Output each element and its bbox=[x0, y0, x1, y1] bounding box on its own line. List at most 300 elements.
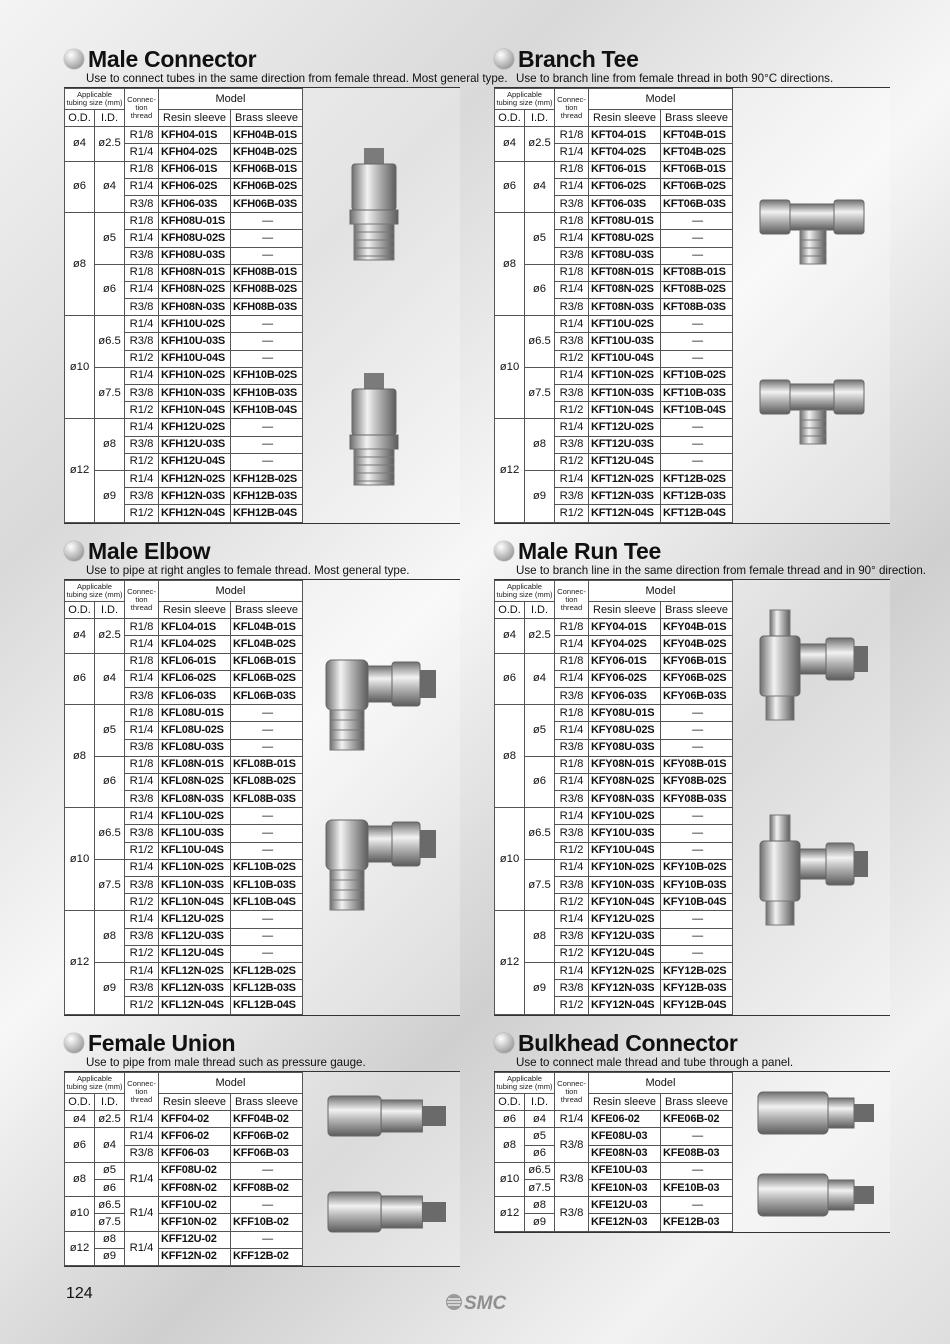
brass-model-cell: KFY04B-02S bbox=[661, 636, 733, 653]
header-resin-sleeve: Resin sleeve bbox=[589, 602, 661, 619]
brass-model-cell: — bbox=[661, 213, 733, 230]
resin-model-cell: KFY08U-03S bbox=[589, 739, 661, 756]
resin-model-cell: KFY08U-02S bbox=[589, 722, 661, 739]
brass-model-cell: KFH12B-03S bbox=[231, 488, 303, 505]
brass-model-cell: KFH10B-03S bbox=[231, 385, 303, 402]
header-conn1: Connec- bbox=[127, 94, 156, 104]
resin-model-cell: KFH08N-02S bbox=[159, 281, 231, 298]
brass-model-cell: KFT10B-02S bbox=[661, 367, 733, 384]
brass-model-cell: — bbox=[661, 316, 733, 333]
thread-cell: R1/8 bbox=[125, 653, 159, 670]
thread-cell: R1/4 bbox=[125, 859, 159, 876]
table-row bbox=[65, 419, 303, 436]
brass-model-cell: KFY08B-01S bbox=[661, 756, 733, 773]
od-cell: ø4 bbox=[495, 619, 525, 653]
resin-model-cell: KFL10N-02S bbox=[159, 859, 231, 876]
resin-model-cell: KFE10N-03 bbox=[589, 1179, 661, 1196]
resin-model-cell: KFY12U-03S bbox=[589, 928, 661, 945]
thread-cell: R3/8 bbox=[555, 739, 589, 756]
od-cell: ø12 bbox=[495, 419, 525, 522]
resin-model-cell: KFT08U-03S bbox=[589, 247, 661, 264]
resin-model-cell: KFL10U-03S bbox=[159, 825, 231, 842]
table-row bbox=[65, 756, 303, 773]
brass-model-cell: — bbox=[231, 350, 303, 367]
resin-model-cell: KFL04-01S bbox=[159, 619, 231, 636]
od-cell: ø10 bbox=[65, 1197, 95, 1231]
table-row bbox=[65, 127, 303, 144]
resin-model-cell: KFT10U-04S bbox=[589, 350, 661, 367]
header-connection-thread bbox=[125, 1073, 159, 1111]
resin-model-cell: KFY12U-04S bbox=[589, 945, 661, 962]
thread-cell: R1/4 bbox=[555, 636, 589, 653]
brass-model-cell: KFH10B-02S bbox=[231, 367, 303, 384]
thread-cell: R1/8 bbox=[125, 619, 159, 636]
od-cell: ø6 bbox=[65, 1128, 95, 1162]
table-row bbox=[65, 859, 303, 876]
resin-model-cell: KFT06-01S bbox=[589, 161, 661, 178]
header-applicable-tubing bbox=[65, 1073, 125, 1094]
resin-model-cell: KFH12U-03S bbox=[159, 436, 231, 453]
table-row bbox=[495, 1128, 733, 1145]
brass-model-cell: KFH06B-01S bbox=[231, 161, 303, 178]
brass-model-cell: — bbox=[661, 1197, 733, 1214]
thread-cell: R1/8 bbox=[125, 756, 159, 773]
thread-cell: R1/8 bbox=[555, 127, 589, 144]
header-tubing-line1: Applicable bbox=[76, 582, 113, 591]
id-cell: ø7.5 bbox=[525, 1179, 555, 1196]
id-cell: ø9 bbox=[525, 1214, 555, 1231]
table-row bbox=[65, 1128, 303, 1145]
id-cell: ø9 bbox=[95, 962, 125, 1014]
header-resin-sleeve: Resin sleeve bbox=[159, 110, 231, 127]
thread-cell: R3/8 bbox=[125, 980, 159, 997]
table-row bbox=[65, 1111, 303, 1128]
model-table-wrap bbox=[64, 87, 460, 524]
bullet-icon bbox=[494, 541, 514, 561]
header-od: O.D. bbox=[65, 602, 95, 619]
id-cell: ø9 bbox=[95, 1248, 125, 1265]
resin-model-cell: KFH10U-04S bbox=[159, 350, 231, 367]
section-title: Male Run Tee bbox=[518, 537, 661, 564]
header-tubing-line1: Applicable bbox=[76, 90, 113, 99]
resin-model-cell: KFT08U-02S bbox=[589, 230, 661, 247]
id-cell: ø2.5 bbox=[525, 619, 555, 653]
brass-model-cell: — bbox=[661, 453, 733, 470]
thread-cell: R1/4 bbox=[125, 316, 159, 333]
section-bulkhead-connector bbox=[494, 1028, 890, 1233]
table-row bbox=[495, 756, 733, 773]
brass-model-cell: KFL06B-02S bbox=[231, 670, 303, 687]
thread-cell: R1/2 bbox=[555, 945, 589, 962]
thread-cell: R3/8 bbox=[555, 247, 589, 264]
resin-model-cell: KFT08N-03S bbox=[589, 299, 661, 316]
brass-model-cell: KFH12B-04S bbox=[231, 505, 303, 522]
brass-model-cell: KFH08B-01S bbox=[231, 264, 303, 281]
resin-model-cell: KFH08N-03S bbox=[159, 299, 231, 316]
brass-model-cell: KFT04B-02S bbox=[661, 144, 733, 161]
brass-model-cell: KFT08B-01S bbox=[661, 264, 733, 281]
model-table-wrap bbox=[64, 1071, 460, 1267]
brass-model-cell: KFH08B-03S bbox=[231, 299, 303, 316]
thread-cell: R1/4 bbox=[555, 281, 589, 298]
resin-model-cell: KFL08N-02S bbox=[159, 773, 231, 790]
brass-model-cell: KFL06B-01S bbox=[231, 653, 303, 670]
resin-model-cell: KFE08N-03 bbox=[589, 1145, 661, 1162]
header-id: I.D. bbox=[95, 1094, 125, 1111]
thread-cell: R3/8 bbox=[555, 825, 589, 842]
thread-cell: R3/8 bbox=[555, 791, 589, 808]
thread-cell: R3/8 bbox=[125, 247, 159, 264]
brass-model-cell: — bbox=[231, 808, 303, 825]
thread-cell: R3/8 bbox=[125, 299, 159, 316]
id-cell: ø6 bbox=[95, 756, 125, 808]
header-conn3: thread bbox=[130, 602, 153, 612]
brass-model-cell: KFL04B-02S bbox=[231, 636, 303, 653]
id-cell: ø7.5 bbox=[95, 859, 125, 911]
id-cell: ø2.5 bbox=[95, 127, 125, 161]
brass-model-cell: KFH06B-03S bbox=[231, 195, 303, 212]
table-row bbox=[65, 619, 303, 636]
resin-model-cell: KFL06-02S bbox=[159, 670, 231, 687]
resin-model-cell: KFT12N-03S bbox=[589, 488, 661, 505]
resin-model-cell: KFH10U-02S bbox=[159, 316, 231, 333]
header-od: O.D. bbox=[495, 1094, 525, 1111]
union-fitting-image bbox=[306, 1072, 460, 1263]
resin-model-cell: KFY06-02S bbox=[589, 670, 661, 687]
section-title-row bbox=[64, 536, 460, 566]
header-conn3: thread bbox=[560, 1094, 583, 1104]
brass-model-cell: — bbox=[661, 1162, 733, 1179]
section-description: Use to pipe from male thread such as pressure gauge. bbox=[86, 1056, 366, 1069]
id-cell: ø6.5 bbox=[95, 808, 125, 860]
id-cell: ø4 bbox=[95, 653, 125, 705]
table-row bbox=[495, 127, 733, 144]
resin-model-cell: KFY04-01S bbox=[589, 619, 661, 636]
resin-model-cell: KFL10N-04S bbox=[159, 894, 231, 911]
thread-cell: R3/8 bbox=[125, 825, 159, 842]
brass-model-cell: KFY12B-02S bbox=[661, 962, 733, 979]
thread-cell: R1/4 bbox=[555, 1111, 589, 1128]
thread-cell: R1/4 bbox=[555, 367, 589, 384]
thread-cell: R1/2 bbox=[555, 505, 589, 522]
table-row bbox=[495, 911, 733, 928]
product-illustration bbox=[306, 580, 460, 1015]
brass-model-cell: KFH08B-02S bbox=[231, 281, 303, 298]
thread-cell: R1/4 bbox=[125, 230, 159, 247]
header-conn2: tion bbox=[565, 594, 578, 604]
brass-model-cell: — bbox=[231, 436, 303, 453]
bulkhead-fitting-image bbox=[736, 1072, 890, 1228]
header-conn3: thread bbox=[130, 1094, 153, 1104]
brass-model-cell: — bbox=[661, 436, 733, 453]
resin-model-cell: KFH12U-04S bbox=[159, 453, 231, 470]
section-description: Use to connect male thread and tube through a panel. bbox=[516, 1056, 794, 1069]
thread-cell: R1/4 bbox=[125, 281, 159, 298]
thread-cell: R1/4 bbox=[555, 178, 589, 195]
od-cell: ø10 bbox=[495, 1162, 525, 1196]
id-cell: ø5 bbox=[95, 1162, 125, 1179]
id-cell: ø6.5 bbox=[525, 808, 555, 860]
od-cell: ø4 bbox=[65, 127, 95, 161]
brass-model-cell: KFT10B-04S bbox=[661, 402, 733, 419]
table-row bbox=[495, 1111, 733, 1128]
brass-model-cell: — bbox=[231, 911, 303, 928]
thread-cell: R1/4 bbox=[125, 911, 159, 928]
resin-model-cell: KFF04-02 bbox=[159, 1111, 231, 1128]
resin-model-cell: KFE06-02 bbox=[589, 1111, 661, 1128]
section-branch-tee bbox=[494, 44, 890, 524]
section-description: Use to pipe at right angles to female thread. Most general type. bbox=[86, 564, 410, 577]
brass-model-cell: KFL08B-01S bbox=[231, 756, 303, 773]
brass-model-cell: KFF06B-02 bbox=[231, 1128, 303, 1145]
resin-model-cell: KFH10N-04S bbox=[159, 402, 231, 419]
brass-model-cell: — bbox=[231, 842, 303, 859]
od-cell: ø6 bbox=[495, 161, 525, 213]
resin-model-cell: KFH06-02S bbox=[159, 178, 231, 195]
id-cell: ø6.5 bbox=[95, 316, 125, 368]
brass-model-cell: KFY08B-03S bbox=[661, 791, 733, 808]
table-row bbox=[495, 1197, 733, 1214]
header-id: I.D. bbox=[525, 602, 555, 619]
id-cell: ø6 bbox=[95, 1179, 125, 1196]
bullet-icon bbox=[64, 1033, 84, 1053]
thread-cell: R3/8 bbox=[125, 333, 159, 350]
thread-cell: R3/8 bbox=[125, 791, 159, 808]
header-tubing-line2: tubing size (mm) bbox=[66, 590, 123, 599]
thread-cell: R3/8 bbox=[555, 1162, 589, 1196]
thread-cell: R1/4 bbox=[125, 470, 159, 487]
header-od: O.D. bbox=[495, 602, 525, 619]
id-cell: ø6.5 bbox=[525, 1162, 555, 1179]
id-cell: ø7.5 bbox=[95, 367, 125, 419]
od-cell: ø8 bbox=[65, 213, 95, 316]
thread-cell: R1/4 bbox=[555, 911, 589, 928]
header-resin-sleeve: Resin sleeve bbox=[159, 1094, 231, 1111]
runtee-fitting-image bbox=[736, 580, 890, 1012]
thread-cell: R1/4 bbox=[555, 230, 589, 247]
thread-cell: R3/8 bbox=[125, 436, 159, 453]
thread-cell: R1/4 bbox=[125, 962, 159, 979]
id-cell: ø8 bbox=[95, 419, 125, 471]
thread-cell: R1/2 bbox=[555, 350, 589, 367]
thread-cell: R1/4 bbox=[555, 859, 589, 876]
header-resin-sleeve: Resin sleeve bbox=[589, 110, 661, 127]
resin-model-cell: KFY08N-02S bbox=[589, 773, 661, 790]
brass-model-cell: — bbox=[231, 722, 303, 739]
header-model: Model bbox=[589, 581, 733, 602]
od-cell: ø8 bbox=[65, 1162, 95, 1196]
resin-model-cell: KFH06-01S bbox=[159, 161, 231, 178]
header-id: I.D. bbox=[525, 1094, 555, 1111]
id-cell: ø6 bbox=[525, 264, 555, 316]
header-applicable-tubing bbox=[65, 89, 125, 110]
thread-cell: R1/2 bbox=[555, 842, 589, 859]
od-cell: ø12 bbox=[65, 911, 95, 1014]
brass-model-cell: KFF06B-03 bbox=[231, 1145, 303, 1162]
table-row bbox=[65, 705, 303, 722]
product-illustration bbox=[306, 88, 460, 523]
section-title-row bbox=[64, 1028, 460, 1058]
brass-model-cell: — bbox=[661, 247, 733, 264]
resin-model-cell: KFE08U-03 bbox=[589, 1128, 661, 1145]
od-cell: ø8 bbox=[495, 213, 525, 316]
model-table bbox=[64, 580, 303, 1015]
header-brass-sleeve: Brass sleeve bbox=[231, 602, 303, 619]
page-number: 124 bbox=[66, 1285, 93, 1302]
table-row bbox=[65, 1231, 303, 1248]
resin-model-cell: KFL12N-04S bbox=[159, 997, 231, 1014]
od-cell: ø8 bbox=[65, 705, 95, 808]
section-title-row bbox=[494, 536, 890, 566]
brass-model-cell: KFL06B-03S bbox=[231, 687, 303, 704]
resin-model-cell: KFL10N-03S bbox=[159, 877, 231, 894]
resin-model-cell: KFY10N-02S bbox=[589, 859, 661, 876]
resin-model-cell: KFL12U-04S bbox=[159, 945, 231, 962]
brass-model-cell: — bbox=[231, 333, 303, 350]
thread-cell: R3/8 bbox=[555, 333, 589, 350]
brass-model-cell: KFT08B-03S bbox=[661, 299, 733, 316]
brass-model-cell: KFY12B-03S bbox=[661, 980, 733, 997]
resin-model-cell: KFT08U-01S bbox=[589, 213, 661, 230]
model-table bbox=[64, 1072, 303, 1266]
resin-model-cell: KFT08N-01S bbox=[589, 264, 661, 281]
brass-model-cell: KFF08B-02 bbox=[231, 1179, 303, 1196]
resin-model-cell: KFY12N-03S bbox=[589, 980, 661, 997]
resin-model-cell: KFY10N-03S bbox=[589, 877, 661, 894]
resin-model-cell: KFT10N-02S bbox=[589, 367, 661, 384]
header-connection-thread bbox=[125, 581, 159, 619]
brass-model-cell: KFT12B-03S bbox=[661, 488, 733, 505]
resin-model-cell: KFY10U-02S bbox=[589, 808, 661, 825]
resin-model-cell: KFT12N-02S bbox=[589, 470, 661, 487]
section-title: Male Connector bbox=[88, 45, 257, 72]
header-conn1: Connec- bbox=[557, 94, 586, 104]
header-tubing-line2: tubing size (mm) bbox=[66, 98, 123, 107]
resin-model-cell: KFL08N-03S bbox=[159, 791, 231, 808]
table-row bbox=[65, 1162, 303, 1179]
thread-cell: R1/4 bbox=[555, 316, 589, 333]
header-applicable-tubing bbox=[495, 581, 555, 602]
od-cell: ø6 bbox=[495, 653, 525, 705]
resin-model-cell: KFF12U-02 bbox=[159, 1231, 231, 1248]
brass-model-cell: KFL08B-02S bbox=[231, 773, 303, 790]
thread-cell: R1/4 bbox=[125, 722, 159, 739]
product-illustration bbox=[736, 88, 890, 523]
header-brass-sleeve: Brass sleeve bbox=[231, 1094, 303, 1111]
brass-model-cell: KFY08B-02S bbox=[661, 773, 733, 790]
resin-model-cell: KFT10U-02S bbox=[589, 316, 661, 333]
thread-cell: R3/8 bbox=[555, 488, 589, 505]
brass-model-cell: KFH12B-02S bbox=[231, 470, 303, 487]
thread-cell: R1/2 bbox=[125, 505, 159, 522]
header-resin-sleeve: Resin sleeve bbox=[589, 1094, 661, 1111]
header-conn2: tion bbox=[135, 594, 148, 604]
od-cell: ø4 bbox=[65, 1111, 95, 1128]
table-row bbox=[65, 367, 303, 384]
brass-model-cell: KFY04B-01S bbox=[661, 619, 733, 636]
id-cell: ø4 bbox=[525, 1111, 555, 1128]
table-row bbox=[495, 808, 733, 825]
resin-model-cell: KFL10U-04S bbox=[159, 842, 231, 859]
thread-cell: R1/4 bbox=[125, 636, 159, 653]
header-tubing-line2: tubing size (mm) bbox=[496, 590, 553, 599]
resin-model-cell: KFT10U-03S bbox=[589, 333, 661, 350]
product-illustration bbox=[736, 580, 890, 1015]
thread-cell: R1/8 bbox=[125, 705, 159, 722]
thread-cell: R1/2 bbox=[125, 453, 159, 470]
brass-model-cell: — bbox=[661, 945, 733, 962]
brass-model-cell: KFT06B-03S bbox=[661, 195, 733, 212]
thread-cell: R1/4 bbox=[125, 419, 159, 436]
thread-cell: R3/8 bbox=[555, 385, 589, 402]
header-conn1: Connec- bbox=[127, 586, 156, 596]
thread-cell: R1/4 bbox=[125, 1231, 159, 1265]
header-tubing-line1: Applicable bbox=[76, 1074, 113, 1083]
resin-model-cell: KFL12N-03S bbox=[159, 980, 231, 997]
model-table-wrap bbox=[494, 579, 890, 1016]
header-conn3: thread bbox=[560, 602, 583, 612]
id-cell: ø4 bbox=[525, 653, 555, 705]
resin-model-cell: KFH12N-02S bbox=[159, 470, 231, 487]
header-conn2: tion bbox=[565, 102, 578, 112]
resin-model-cell: KFY04-02S bbox=[589, 636, 661, 653]
section-title-row bbox=[64, 44, 460, 74]
od-cell: ø12 bbox=[495, 911, 525, 1014]
resin-model-cell: KFH08U-02S bbox=[159, 230, 231, 247]
brass-model-cell: KFL04B-01S bbox=[231, 619, 303, 636]
resin-model-cell: KFL12U-03S bbox=[159, 928, 231, 945]
table-row bbox=[495, 1179, 733, 1196]
header-tubing-line2: tubing size (mm) bbox=[66, 1082, 123, 1091]
table-row bbox=[65, 1179, 303, 1196]
brass-model-cell: — bbox=[231, 945, 303, 962]
thread-cell: R3/8 bbox=[125, 1145, 159, 1162]
od-cell: ø10 bbox=[495, 316, 525, 419]
resin-model-cell: KFY12N-02S bbox=[589, 962, 661, 979]
thread-cell: R1/2 bbox=[125, 997, 159, 1014]
resin-model-cell: KFL12U-02S bbox=[159, 911, 231, 928]
thread-cell: R1/4 bbox=[125, 144, 159, 161]
header-tubing-line2: tubing size (mm) bbox=[496, 98, 553, 107]
brass-model-cell: — bbox=[661, 722, 733, 739]
resin-model-cell: KFL12N-02S bbox=[159, 962, 231, 979]
brass-model-cell: — bbox=[661, 825, 733, 842]
table-row bbox=[65, 470, 303, 487]
brass-model-cell: KFY12B-04S bbox=[661, 997, 733, 1014]
elbow-fitting-image bbox=[306, 580, 460, 1012]
header-model: Model bbox=[589, 89, 733, 110]
thread-cell: R1/2 bbox=[555, 894, 589, 911]
resin-model-cell: KFL04-02S bbox=[159, 636, 231, 653]
thread-cell: R3/8 bbox=[555, 195, 589, 212]
header-conn3: thread bbox=[130, 110, 153, 120]
od-cell: ø12 bbox=[65, 1231, 95, 1265]
id-cell: ø9 bbox=[525, 962, 555, 1014]
id-cell: ø5 bbox=[95, 213, 125, 265]
id-cell: ø6 bbox=[525, 1145, 555, 1162]
section-title: Branch Tee bbox=[518, 45, 639, 72]
resin-model-cell: KFT12U-03S bbox=[589, 436, 661, 453]
thread-cell: R3/8 bbox=[125, 687, 159, 704]
brass-model-cell: — bbox=[661, 842, 733, 859]
brass-model-cell: — bbox=[231, 213, 303, 230]
header-od: O.D. bbox=[65, 1094, 95, 1111]
brass-model-cell: — bbox=[231, 825, 303, 842]
resin-model-cell: KFH08N-01S bbox=[159, 264, 231, 281]
thread-cell: R1/4 bbox=[125, 1162, 159, 1196]
id-cell: ø7.5 bbox=[525, 859, 555, 911]
brass-model-cell: KFH10B-04S bbox=[231, 402, 303, 419]
